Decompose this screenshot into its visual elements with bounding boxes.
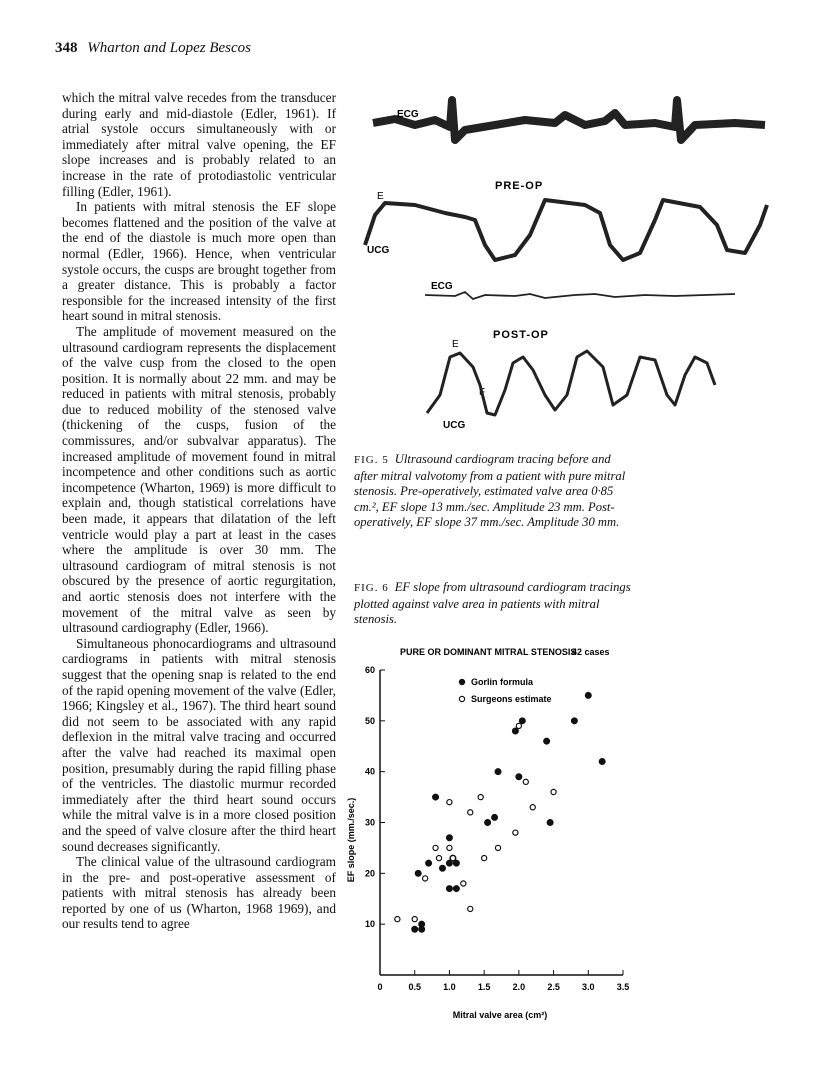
x-tick-label: 2.5 bbox=[547, 982, 560, 992]
x-tick-label: 2.0 bbox=[512, 982, 526, 992]
data-point-surgeon bbox=[436, 855, 441, 860]
y-tick-label: 40 bbox=[364, 766, 375, 777]
data-point-gorlin bbox=[599, 759, 605, 765]
e-label-postop: E bbox=[452, 339, 459, 350]
data-point-surgeon bbox=[523, 779, 528, 784]
paragraph: Simultaneous phonocardiograms and ultrasound cardiograms in patients with mitral stenosis suggest that the opening snap is related to the end of the rapid opening movement of the valve (Edler, 1966; Kingsley et al., 1967). The third heart sound did not seem to be associated with any rapid deflexion in the mitral valve tracing and occurred after the valve had reached its maximal open position, presumably during the rapid filling phase of the ventricles. The diastolic murmur recorded immediately after the third heart sound occurs while the mitral valve is in a more closed position and the speed of valve closure after the third heart sound decreases significantly. bbox=[62, 635, 336, 854]
data-point-surgeon bbox=[447, 845, 452, 850]
data-point-gorlin bbox=[516, 774, 522, 780]
figure5-caption-text: Ultrasound cardiogram tracing before and after mitral valvotomy from a patient with pure mitral stenosis. Pre-operatively, estimated valve area 0·85 cm.², EF slope 13 mm./sec. Amplitude 23 mm. Post-operatively, EF slope 37 mm./sec. Amplitude 30 mm. bbox=[354, 452, 626, 530]
data-point-surgeon bbox=[468, 810, 473, 815]
data-point-surgeon bbox=[447, 800, 452, 805]
e-label-preop: E bbox=[377, 191, 384, 202]
data-point-gorlin bbox=[485, 820, 491, 826]
data-point-surgeon bbox=[433, 845, 438, 850]
data-point-gorlin bbox=[412, 926, 418, 932]
ecg-label-1: ECG bbox=[397, 109, 419, 120]
paragraph: which the mitral valve recedes from the transducer during early and mid-diastole (Edler, 1961). If atrial systole occurs simultaneously with or immediately after mitral valve opening, the EF slope increases and is probably related to an increase in the rate of protodiastolic ventricular filling (Edler, 1961). bbox=[62, 90, 336, 199]
legend-marker bbox=[459, 679, 464, 684]
y-tick-label: 60 bbox=[364, 665, 375, 675]
data-point-surgeon bbox=[513, 830, 518, 835]
x-tick-label: 1.0 bbox=[443, 982, 456, 992]
y-tick-label: 30 bbox=[364, 817, 375, 828]
preop-label: PRE-OP bbox=[495, 180, 544, 192]
x-tick-label: 0 bbox=[377, 982, 383, 992]
chart-title: PURE OR DOMINANT MITRAL STENOSIS bbox=[400, 647, 577, 657]
data-point-gorlin bbox=[440, 865, 446, 871]
ucg-label-2: UCG bbox=[443, 420, 466, 431]
data-point-surgeon bbox=[482, 855, 487, 860]
data-point-gorlin bbox=[547, 820, 553, 826]
x-tick-label: 0.5 bbox=[408, 982, 421, 992]
y-tick-label: 50 bbox=[364, 715, 375, 726]
y-tick-label: 10 bbox=[364, 919, 375, 930]
data-point-surgeon bbox=[478, 794, 483, 799]
chart-ticks bbox=[365, 665, 629, 992]
data-point-gorlin bbox=[426, 860, 432, 866]
legend-label: Gorlin formula bbox=[471, 677, 534, 687]
data-point-gorlin bbox=[572, 718, 578, 724]
figure6-caption-label: FIG. 6 bbox=[354, 582, 389, 594]
data-point-gorlin bbox=[585, 693, 591, 699]
data-point-surgeon bbox=[551, 789, 556, 794]
data-point-surgeon bbox=[495, 845, 500, 850]
paragraph: The clinical value of the ultrasound cardiogram in the pre- and post-operative assessment of patients with mitral stenosis has already been reported by one of us (Wharton, 1968 1969), and our results tend to agree bbox=[62, 854, 336, 932]
postop-label: POST-OP bbox=[493, 329, 549, 341]
chart-legend bbox=[459, 677, 551, 704]
data-point-gorlin bbox=[419, 921, 425, 927]
paragraph: The amplitude of movement measured on the ultrasound cardiogram represents the displacement of the valve cusp from the closed to the open position. It is normally about 22 mm. and may be reduced in patients with mitral stenosis, probably due to reduced mobility of the stenosed valve (thickening of the cusps, fusion of the commissures, and/or subvalvar apparatus). The increased amplitude of movement found in mitral incompetence and other conditions such as aortic incompetence (Wharton, 1969) is more difficult to explain and, though statistical correlations have been made, it appears that dilatation of the left ventricle would play a part at least in the cases where the amplitude is over 30 mm. The ultrasound cardiogram of mitral stenosis is not obscured by the presence of aortic regurgitation, and aortic stenosis does not interfere with the movement of the mitral valve as seen by ultrasound cardiography (Edler, 1966). bbox=[62, 323, 336, 636]
data-point-gorlin bbox=[453, 860, 459, 866]
ecg-trace-preop bbox=[373, 100, 765, 140]
figure5-caption-label: FIG. 5 bbox=[354, 454, 389, 466]
data-point-gorlin bbox=[544, 738, 550, 744]
data-point-gorlin bbox=[433, 794, 439, 800]
ucg-trace-preop bbox=[365, 200, 767, 260]
data-point-gorlin bbox=[512, 728, 518, 734]
x-tick-label: 3.5 bbox=[616, 982, 630, 992]
running-head: Wharton and Lopez Bescos bbox=[87, 40, 251, 56]
data-point-surgeon bbox=[468, 906, 473, 911]
legend-label: Surgeons estimate bbox=[471, 694, 552, 704]
data-point-surgeon bbox=[423, 876, 428, 881]
y-axis-label: EF slope (mm./sec.) bbox=[346, 797, 356, 883]
data-point-surgeon bbox=[395, 916, 400, 921]
x-tick-label: 3.0 bbox=[582, 982, 595, 992]
ecg-trace-postop bbox=[425, 292, 735, 299]
legend-marker bbox=[459, 696, 464, 701]
data-point-gorlin bbox=[495, 769, 501, 775]
ecg-label-2: ECG bbox=[431, 281, 453, 292]
figure6-caption bbox=[354, 580, 632, 628]
chart-subtitle: 42 cases bbox=[572, 647, 610, 657]
x-axis-label: Mitral valve area (cm²) bbox=[452, 1010, 548, 1020]
body-text-column bbox=[62, 90, 336, 932]
data-point-gorlin bbox=[447, 886, 453, 892]
figure6-caption-text: EF slope from ultrasound cardiogram tracings plotted against valve area in patients with mitral stenosis. bbox=[354, 580, 631, 627]
ucg-trace-postop bbox=[427, 351, 715, 415]
running-header bbox=[55, 40, 251, 57]
data-point-surgeon bbox=[530, 805, 535, 810]
figure5-tracing bbox=[355, 95, 775, 445]
data-point-gorlin bbox=[453, 886, 459, 892]
x-tick-label: 1.5 bbox=[477, 982, 491, 992]
data-point-gorlin bbox=[519, 718, 525, 724]
data-point-gorlin bbox=[415, 870, 421, 876]
ucg-label-1: UCG bbox=[367, 245, 390, 256]
y-tick-label: 20 bbox=[364, 868, 375, 879]
chart-points bbox=[395, 693, 605, 933]
page-number: 348 bbox=[55, 40, 78, 56]
data-point-surgeon bbox=[450, 855, 455, 860]
paragraph: In patients with mitral stenosis the EF slope becomes flattened and the position of the valve at the end of the diastole is much more open than normal (Edler, 1966). Hence, when ventricular systole occurs, the cusps are brought together from a greater distance. This is probably a factor responsible for the increased intensity of the first heart sound in mitral stenosis. bbox=[62, 199, 336, 324]
figure5-caption bbox=[354, 452, 632, 531]
figure6-scatter-chart bbox=[340, 640, 650, 1030]
data-point-surgeon bbox=[516, 723, 521, 728]
data-point-gorlin bbox=[492, 815, 498, 821]
data-point-gorlin bbox=[447, 835, 453, 841]
f-label-postop: F bbox=[479, 387, 486, 398]
data-point-surgeon bbox=[412, 916, 417, 921]
data-point-surgeon bbox=[461, 881, 466, 886]
